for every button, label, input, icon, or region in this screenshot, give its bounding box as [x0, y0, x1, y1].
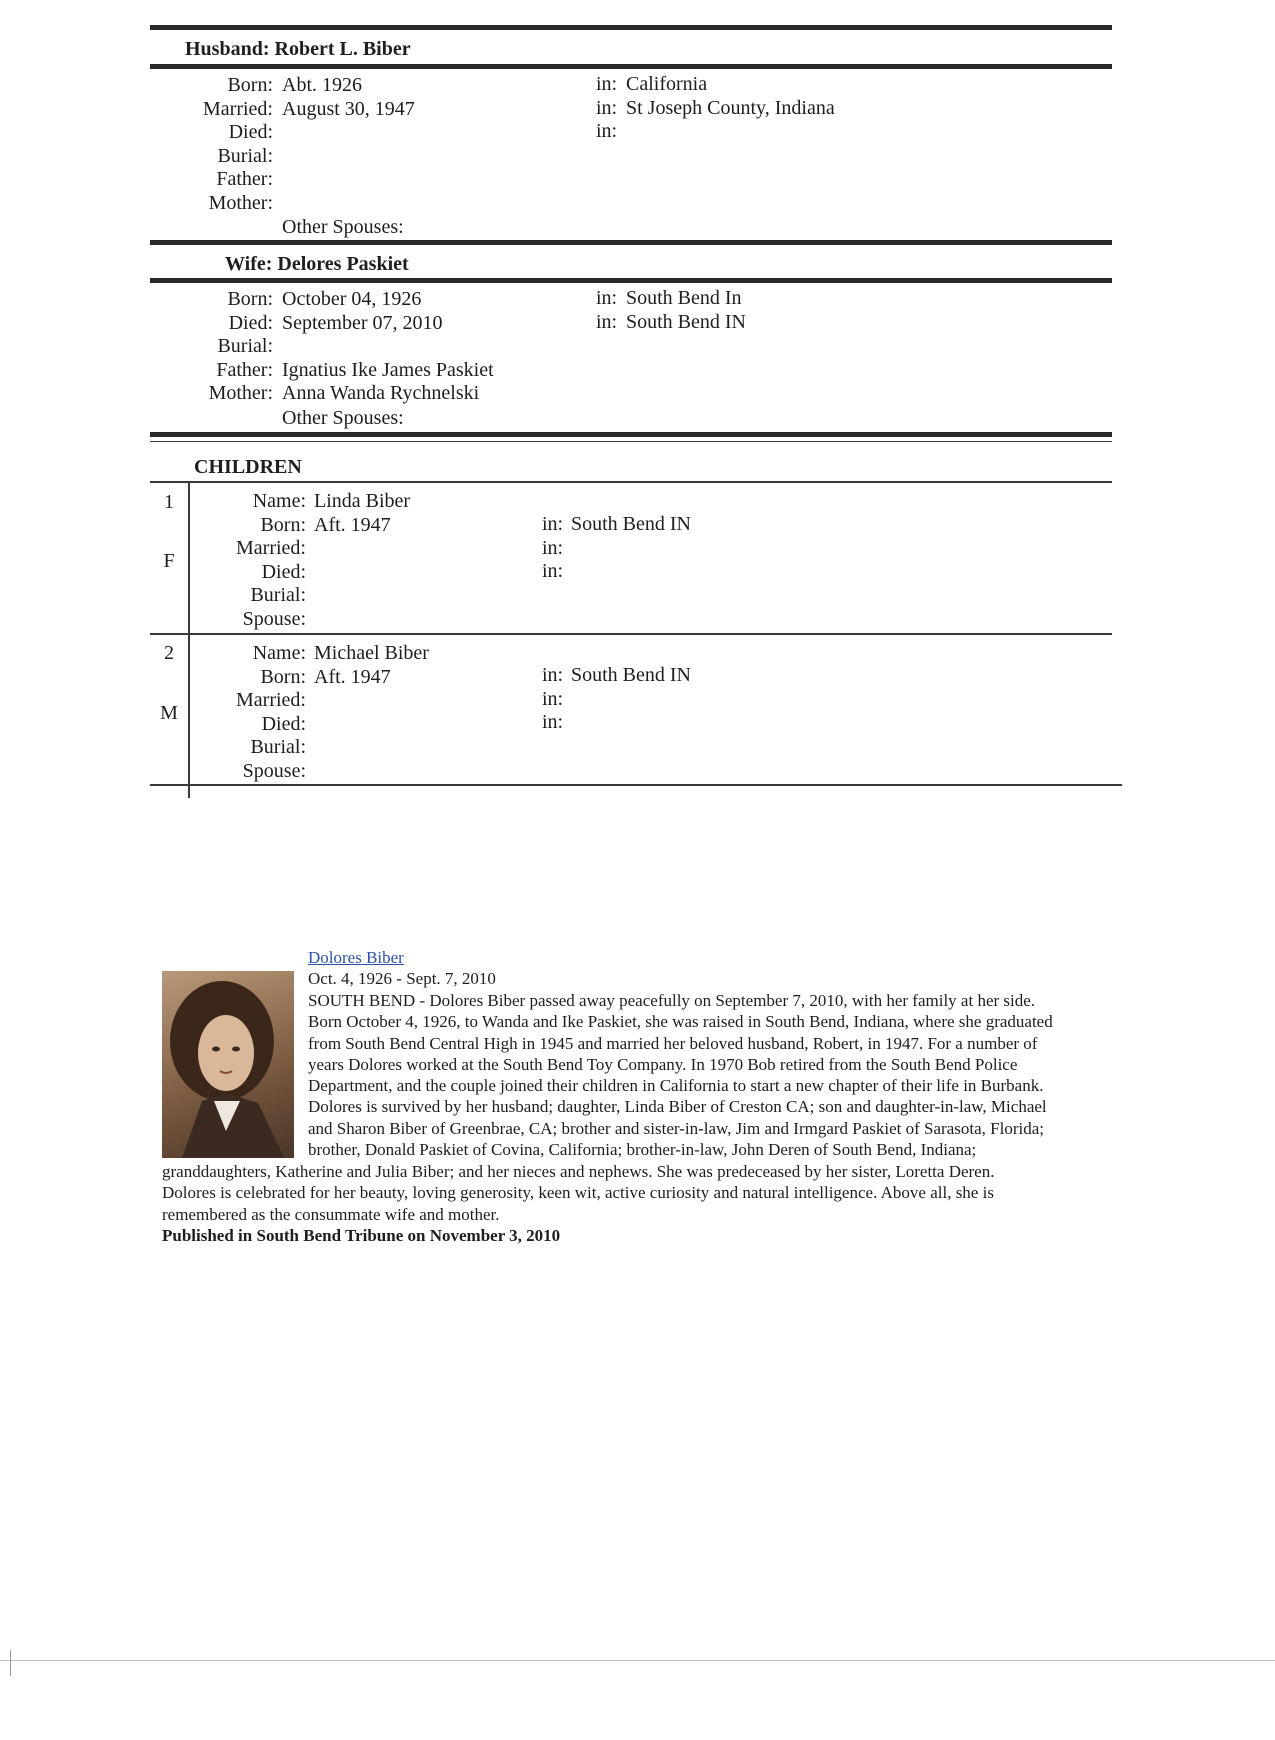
- field-value: [282, 335, 494, 359]
- obituary-line: Born October 4, 1926, to Wanda and Ike Paskiet, she was raised in South Bend, Indiana, where she graduated: [308, 1012, 1053, 1032]
- place-value: [626, 120, 835, 144]
- wife-place-labels: [596, 287, 617, 334]
- obituary-published: Published in South Bend Tribune on November 3, 2010: [162, 1225, 561, 1245]
- obituary-name-link[interactable]: Dolores Biber: [308, 948, 404, 967]
- children-heading: CHILDREN: [194, 456, 302, 478]
- scan-edge-line: [10, 1650, 11, 1676]
- field-value: Aft. 1947: [314, 665, 391, 688]
- husband-heading-label: Husband:: [185, 38, 270, 60]
- children-top-rule-2: [150, 441, 1112, 442]
- field-value: Linda Biber: [314, 490, 411, 512]
- place-label: in:: [596, 96, 618, 119]
- child-sex: F: [163, 550, 175, 572]
- place-label: in:: [542, 711, 564, 733]
- obituary-body-full: [162, 1161, 1122, 1246]
- field-label: Name:: [252, 642, 306, 664]
- scan-edge-line: [0, 1660, 1275, 1661]
- husband-labels: [150, 74, 273, 215]
- obituary-line: SOUTH BEND - Dolores Biber passed away peacefully on September 7, 2010, with her family at her side.: [308, 991, 1036, 1010]
- field-label: Mother:: [208, 382, 273, 404]
- field-value: [314, 689, 429, 713]
- field-label: Died:: [261, 712, 306, 735]
- children-top-rule: [150, 432, 1112, 437]
- place-value: [571, 560, 691, 584]
- field-label: Married:: [236, 537, 306, 559]
- husband-values: [282, 74, 415, 215]
- wife-heading: [225, 253, 409, 276]
- obituary-line: Department, and the couple joined their children in California to start a new chapter of their life in Burbank.: [308, 1076, 1044, 1096]
- field-value: [314, 537, 410, 561]
- place-value: [571, 537, 691, 561]
- place-label: in:: [542, 687, 564, 710]
- place-value: South Bend IN: [626, 310, 746, 333]
- place-value: [571, 688, 691, 712]
- husband-bottom-rule: [150, 64, 1112, 69]
- children-bottom-rule: [150, 784, 1122, 786]
- field-value: [282, 121, 415, 145]
- child-2-values: [314, 642, 429, 783]
- child-separator-rule: [150, 633, 1112, 635]
- field-value: Ignatius Ike James Paskiet: [282, 358, 494, 381]
- child-number: 1: [164, 491, 174, 513]
- field-value: Michael Biber: [314, 642, 429, 664]
- husband-name: Robert L. Biber: [274, 38, 411, 60]
- child-1-values: [314, 490, 410, 631]
- obituary-line: Dolores is celebrated for her beauty, loving generosity, keen wit, active curiosity and natural intelligence. Above all, she is: [162, 1183, 994, 1203]
- obituary-line: remembered as the consummate wife and mother.: [162, 1204, 500, 1224]
- wife-values: [282, 288, 494, 406]
- place-value: [571, 711, 691, 735]
- place-label: in:: [596, 310, 618, 333]
- field-label: Burial:: [217, 144, 273, 167]
- field-value: [314, 561, 410, 585]
- husband-place-values: [626, 73, 835, 144]
- field-value: [314, 608, 410, 632]
- wife-labels: [150, 288, 273, 406]
- child-sex: M: [160, 702, 178, 724]
- place-value: California: [626, 73, 708, 95]
- children-heading-rule: [150, 481, 1112, 483]
- field-label: Born:: [260, 513, 306, 536]
- place-label: in:: [596, 73, 618, 95]
- place-label: in:: [542, 664, 564, 686]
- obituary-line: years Dolores worked at the South Bend Toy Company. In 1970 Bob retired from the South Bend Police: [308, 1054, 1018, 1074]
- field-value: September 07, 2010: [282, 311, 443, 334]
- wife-heading-label: Wife:: [225, 253, 273, 275]
- place-label: in:: [542, 513, 564, 535]
- field-label: Burial:: [217, 335, 273, 357]
- obituary-body-indented: [308, 990, 1128, 1160]
- field-label: Died:: [228, 311, 273, 334]
- field-label: Married:: [236, 689, 306, 711]
- field-label: Burial:: [250, 584, 306, 606]
- husband-place-labels: [596, 73, 617, 144]
- field-value: [282, 192, 415, 216]
- child-2-place-labels: [542, 664, 563, 735]
- field-label: Name:: [252, 490, 306, 512]
- field-label: Born:: [227, 74, 273, 96]
- field-value: [282, 168, 415, 192]
- obituary-line: and Sharon Biber of Greenbrae, CA; brother and sister-in-law, Jim and Irmgard Paskiet of Sarasota, Florida;: [308, 1118, 1044, 1138]
- field-value: Aft. 1947: [314, 513, 391, 536]
- obituary-line: granddaughters, Katherine and Julia Biber; and her nieces and nephews. She was predeceased by her sister, Loretta Deren.: [162, 1162, 995, 1181]
- field-value: [314, 713, 429, 737]
- obituary-dates: Oct. 4, 1926 - Sept. 7, 2010: [308, 969, 496, 989]
- obituary-line: from South Bend Central High in 1945 and married her beloved husband, Robert, in 1947. For a number of: [308, 1033, 1038, 1053]
- field-value: Anna Wanda Rychnelski: [282, 382, 480, 404]
- field-value: [314, 736, 429, 760]
- field-value: August 30, 1947: [282, 97, 415, 120]
- husband-other-spouses: Other Spouses:: [282, 216, 404, 238]
- field-label: Died:: [261, 560, 306, 583]
- obituary-line: Dolores is survived by her husband; daughter, Linda Biber of Creston CA; son and daughter-in-law, Michael: [308, 1097, 1047, 1117]
- wife-place-values: [626, 287, 746, 334]
- husband-heading: [185, 38, 411, 61]
- field-label: Died:: [228, 121, 273, 143]
- field-value: October 04, 1926: [282, 288, 422, 310]
- wife-other-spouses: Other Spouses:: [282, 407, 404, 429]
- child-number: 2: [164, 642, 174, 664]
- portrait-photo-drawing: [162, 971, 294, 1158]
- field-label: Father:: [216, 168, 273, 190]
- obituary-line: brother, Donald Paskiet of Covina, California; brother-in-law, John Deren of South Bend, Indiana;: [308, 1140, 977, 1160]
- child-1-place-values: [571, 513, 691, 584]
- field-label: Born:: [260, 665, 306, 688]
- field-label: Spouse:: [242, 607, 306, 630]
- place-label: in:: [542, 536, 564, 559]
- child-2-place-values: [571, 664, 691, 735]
- wife-bottom-rule: [150, 278, 1112, 283]
- obituary-header: [308, 947, 496, 990]
- field-value: [314, 760, 429, 784]
- portrait-photo: [162, 971, 294, 1158]
- place-label: in:: [596, 120, 618, 142]
- child-1-labels: [190, 490, 306, 631]
- field-label: Father:: [216, 358, 273, 381]
- husband-top-rule: [150, 25, 1112, 30]
- field-label: Married:: [203, 97, 273, 120]
- place-value: St Joseph County, Indiana: [626, 96, 835, 119]
- field-value: Abt. 1926: [282, 74, 362, 96]
- wife-name: Delores Paskiet: [277, 253, 409, 275]
- place-label: in:: [542, 560, 564, 582]
- field-value: [314, 584, 410, 608]
- place-value: South Bend IN: [571, 664, 691, 686]
- wife-top-rule: [150, 240, 1112, 245]
- child-1-place-labels: [542, 513, 563, 584]
- field-label: Spouse:: [242, 759, 306, 782]
- child-2-labels: [190, 642, 306, 783]
- place-label: in:: [596, 287, 618, 309]
- field-label: Burial:: [250, 736, 306, 758]
- place-value: South Bend IN: [571, 513, 691, 535]
- field-label: Born:: [227, 288, 273, 310]
- place-value: South Bend In: [626, 287, 742, 309]
- field-label: Mother:: [208, 191, 273, 214]
- field-value: [282, 145, 415, 169]
